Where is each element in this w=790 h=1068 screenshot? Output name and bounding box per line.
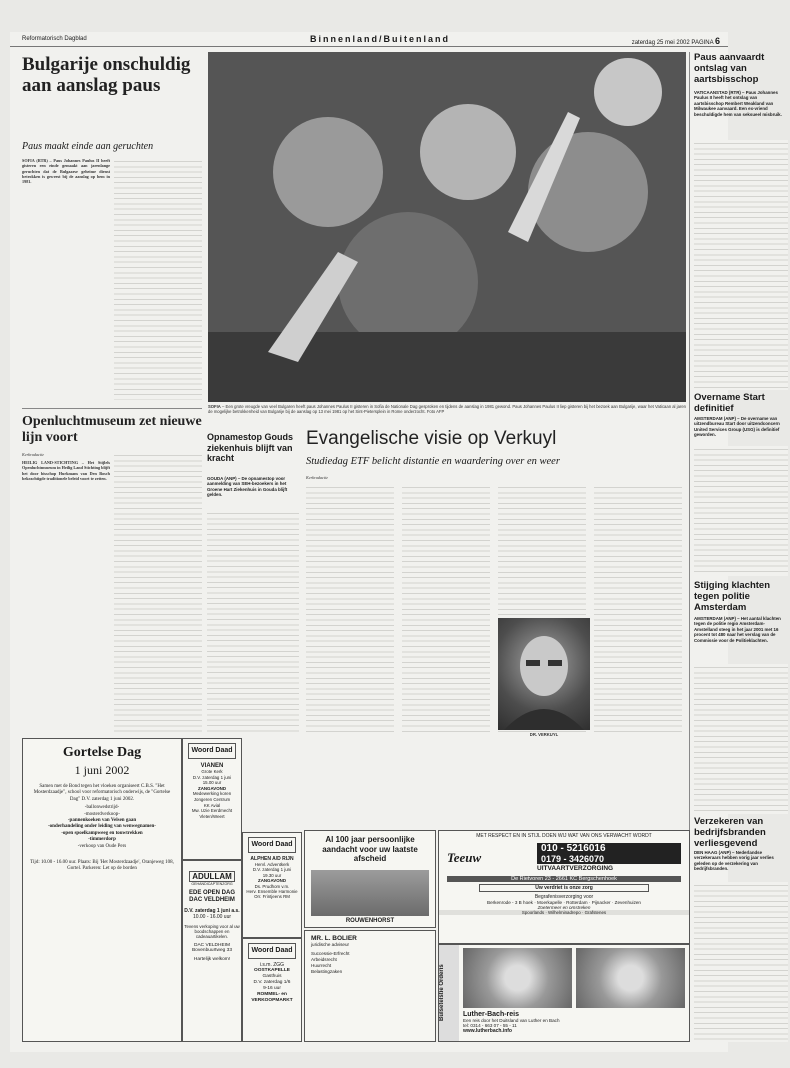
adullam-addr1: DAC VELDHEIM: [194, 943, 230, 948]
bolier-items: Successie-Erfrecht Arbeidsrecht Huurrecht Belastingzaken: [311, 951, 350, 974]
rouwenhorst-photo: [311, 870, 429, 916]
ad-adullam: [182, 860, 242, 1042]
opname-headline: Opnamestop Gouds ziekenhuis blijft van kracht: [207, 432, 294, 463]
luther-brand: Bulsetelstie Orderis: [439, 945, 459, 1041]
luther-portrait: [463, 948, 572, 1008]
ad-woord-daad-alphen: [242, 832, 302, 938]
woord1-day: VIANEN: [200, 763, 224, 769]
luther-site: www.lutherbach.info: [463, 1028, 512, 1034]
opname-lead: GOUDA (ANP) – De opnamestop voor aanmelding van SEH-bezoekers in het Groene Hart Ziekenhuis in Gouda blijft gelden.: [207, 476, 288, 498]
sidebar-lead-2: AMSTERDAM (ANP) – De overname van uitzendbureau Start door uitzendconcern United Services Group (USG) is definitief geworden.: [694, 416, 780, 438]
lead-headline: Bulgarije onschuldig aan aanslag paus: [22, 54, 191, 96]
ad-teeuw-uitvaart: [438, 830, 690, 944]
opname-body: [207, 510, 299, 732]
section-title: Binnenland/Buitenland: [310, 34, 450, 44]
gortelse-date: 1 juni 2002: [74, 763, 130, 777]
luther-phone: tel: 0314 - 663 07 - 55 - 11: [463, 1023, 517, 1028]
teeuw-phone2: 0179 - 3426070: [537, 854, 681, 864]
bolier-name: MR. L. BOLIER: [311, 935, 357, 942]
page-date: zaterdag 25 mei 2002 PAGINA 6: [631, 36, 720, 46]
gortelse-title: Gortelse Dag: [62, 745, 142, 760]
woord-daad-logo: Woord Daad: [248, 943, 296, 959]
teeuw-service: UITVAARTVERZORGING: [537, 865, 614, 872]
gortelse-intro: Samen met de Bond tegen het vloeken organiseert C.B.S. "Het Mosterdzaadje", school voor reformatorisch onderwijs, de "Gortelse Dag" D.V. zaterdag 1 juni 2002.: [33, 784, 171, 802]
page-header: [10, 32, 728, 47]
teeuw-tagline: MET RESPECT EN IN STIJL DOEN WIJ WAT VAN ONS VERWACHT WORDT: [476, 833, 652, 839]
teeuw-note: Uw verdriet is onze zorg: [479, 884, 649, 892]
woord2-day: ALPHEN A/D RIJN: [250, 856, 294, 862]
adullam-addr2: Bovenbuurtweg 33: [191, 948, 232, 953]
verkuyl-kicker: Studiedag ETF belicht distantie en waardering over en weer: [306, 456, 560, 467]
adullam-sub: GEHANDICAPTENZORG: [191, 882, 233, 886]
gortelse-item: -timmerdorp: [88, 837, 116, 843]
gortelse-item: -verkoop van Oude Pers: [77, 843, 127, 849]
gortelse-item: -ballonwedstrijd-: [84, 805, 120, 811]
sidebar-headline-4: Verzekeren van bedrijfsbranden verliesgevend: [694, 816, 766, 849]
adullam-time: 10.00 - 16.00 uur: [192, 914, 232, 920]
bach-portrait: [576, 948, 685, 1008]
lead-photo-caption: SOFIA – Een grote vreugde van veel Bulgaren heeft paus Johannes Paulus II gisteren in Sofia de Nationale Dag gesproken en tijdens de aanslag in 1981 gewond. Paus Johannes Paulus II liep gisteren bij het bezoek aan Bulgarije, waar het Vaticaan al jaren de mogelijke betrokkenheid van Bulgarije bij de aanslag op 13 mei 1981 op het Sint-Pietersplein in Rome onderzocht. Foto AFP: [208, 404, 686, 415]
adullam-line1: Tevens verkoping voor al uw: [184, 924, 240, 929]
lead-body-col1: SOFIA (RTR) – Paus Johannes Paulus II heeft gisteren een einde gemaakt aan jarenlange geruchten dat de Bulgaarse geheime dienst betrokken is geweest bij de aanslag op hem in 1981.: [22, 158, 110, 185]
verkuyl-byline: Kerkradactie: [306, 475, 329, 480]
sidebar-body-3: [694, 664, 788, 814]
sidebar-lead-4: DEN HAAG (ANP) – Nederlandse verzekeraars hebben vorig jaar verlies geleden op de verzekering van bedrijfsbranden.: [694, 850, 774, 872]
paper-name: Reformatorisch Dagblad: [22, 36, 87, 42]
teeuw-note3: Spoorlands · Wilhelminadrepo · Grafstenes: [439, 910, 689, 915]
lead-body-col2: [114, 158, 202, 400]
ad-woord-daad-vianen: [182, 738, 242, 860]
teeuw-places: Berkenrode - 3 B hoek · Moerkapelle · Rotterdam · Pijnacker · Zevenhuizen: [487, 900, 641, 905]
verkuyl-headline: Evangelische visie op Verkuyl: [306, 428, 557, 449]
ad-gortelse-dag: [22, 738, 182, 1042]
teeuw-service2: Begrafenisverzorging voor: [534, 894, 594, 900]
museum-headline: Openluchtmuseum zet nieuwe lijn voort: [22, 414, 202, 445]
verkuyl-body: [306, 484, 686, 732]
verkuyl-portrait-caption: DR. VERKUYL: [529, 732, 559, 737]
adullam-title: EDE OPEN DAG DAC VELDHEIM: [188, 890, 235, 903]
rouwenhorst-brand: ROUWENHORST: [345, 917, 395, 924]
newspaper-page: [10, 32, 782, 1052]
rouwenhorst-title: Al 100 jaar persoonlijke aandacht voor uw laatste afscheid: [322, 835, 418, 863]
ad-bolier: [304, 930, 436, 1042]
museum-body-col2: [114, 452, 202, 732]
sidebar-body-4: [694, 882, 788, 1042]
verkuyl-portrait: [498, 618, 590, 730]
adullam-thanks: Hartelijk welkom!: [193, 957, 231, 962]
pope-visit-crowd-photo: [208, 52, 686, 402]
teeuw-note2: Zoetermeer en omstreken: [537, 905, 591, 910]
teeuw-brand: Teeuw: [447, 849, 482, 865]
museum-lead: HEILIG LAND-STICHTING – Het Stijlels Openluchtmuseum in Heilig Land Stichting blijft het door bisschop Hurkmans van Den Bosch bekrachtigde traditionele beleid voort te zetten.: [22, 460, 110, 481]
sidebar-lead-1: VATICAANSTAD (RTR) – Paus Johannes Paulus II heeft het ontslag van aartsbisschop Rembert Weakland van Milwaukee aanvaard. Een ex-vriend beschuldigde hem van seksueel misbruik.: [694, 90, 782, 117]
gortelse-item: -onderhandeling onder leiding van wenwegnamen-: [48, 824, 156, 830]
sidebar-headline-1: Paus aanvaardt ontslag van aartsbisschop: [694, 52, 765, 85]
woord2-details: Hervl. Adventkerk D.V. zaterdag 1 juni 19.30 uur ZANGAVOND Ds. Prudhom v.m. Herv. Ensemble Harmonie Orr. Frintjeens RM: [246, 862, 298, 900]
ad-rouwenhorst: [304, 830, 436, 928]
teeuw-phone: 010 - 5216016: [537, 843, 681, 854]
ad-luther-bach: [438, 944, 690, 1042]
woord3-details: OOSTKAPELLE Gasthuis D.V. zaterdag 1/6 9-16 uur ROMMEL- en VERKOOPMARKT: [251, 968, 293, 1003]
woord3-day: i.s.m. ZGG: [259, 962, 285, 968]
adullam-date: D.V. zaterdag 1 juni a.s.: [184, 908, 240, 914]
sidebar-body-1: [694, 140, 788, 390]
woord-daad-logo: Woord Daad: [248, 837, 296, 853]
lead-kicker: Paus maakt einde aan geruchten: [22, 141, 154, 152]
bolier-role: juridische adviseur: [311, 942, 350, 947]
gortelse-footer: Tijd: 10.00 - 16.00 uur. Plaats: Bij 'Het Mosterdzaadje', Oranjeweg 108, Gortel. Parkeren: Let op de borden: [30, 860, 174, 872]
adullam-line2: boodschappen en cadeauartikelen.: [194, 929, 230, 939]
gortelse-item: -mosterdverkoop-: [84, 811, 120, 817]
ad-woord-daad-oostkapelle: [242, 938, 302, 1042]
adullam-logo: ADULLAM: [189, 871, 235, 882]
museum-byline: Kerkradactie: [22, 452, 45, 457]
sidebar-headline-3: Stijging klachten tegen politie Amsterdam: [694, 580, 771, 613]
luther-title: Luther-Bach-reis: [463, 1011, 520, 1018]
lead-photo: [208, 52, 686, 402]
woord-daad-logo: Woord Daad: [188, 743, 236, 759]
woord1-details: Grote Kerk D.V. zaterdag 1 juni 15.00 uur ZANGAVOND Medewerking koren Jongeren Centrum KK Avial Mw. Uzie Eerdmecht Vleten/Weert: [191, 769, 233, 819]
sidebar-body-2: [694, 446, 788, 576]
sidebar-headline-2: Overname Start definitief: [694, 392, 765, 414]
luther-desc: Een reis door het Duitsland van Luther en Bach: [463, 1018, 560, 1023]
gortelse-item: -open spoelkampweeg en touwtrekken: [61, 830, 143, 836]
verkuyl-portrait-icon: [498, 618, 590, 730]
gortelse-item: -pannenkoeken van Velsen gaan: [67, 818, 137, 824]
sidebar-lead-3: AMSTERDAM (ANP) – Het aantal klachten tegen de politie regio Amsterdam-Amstelland steeg in het jaar 2001 met 16 procent tot 480 naar het verslag van de Commissie voor de Politieklachten.: [694, 616, 781, 643]
teeuw-address: De Rietvoren 23 - 2661 KC Bergschenhoek: [447, 876, 681, 882]
